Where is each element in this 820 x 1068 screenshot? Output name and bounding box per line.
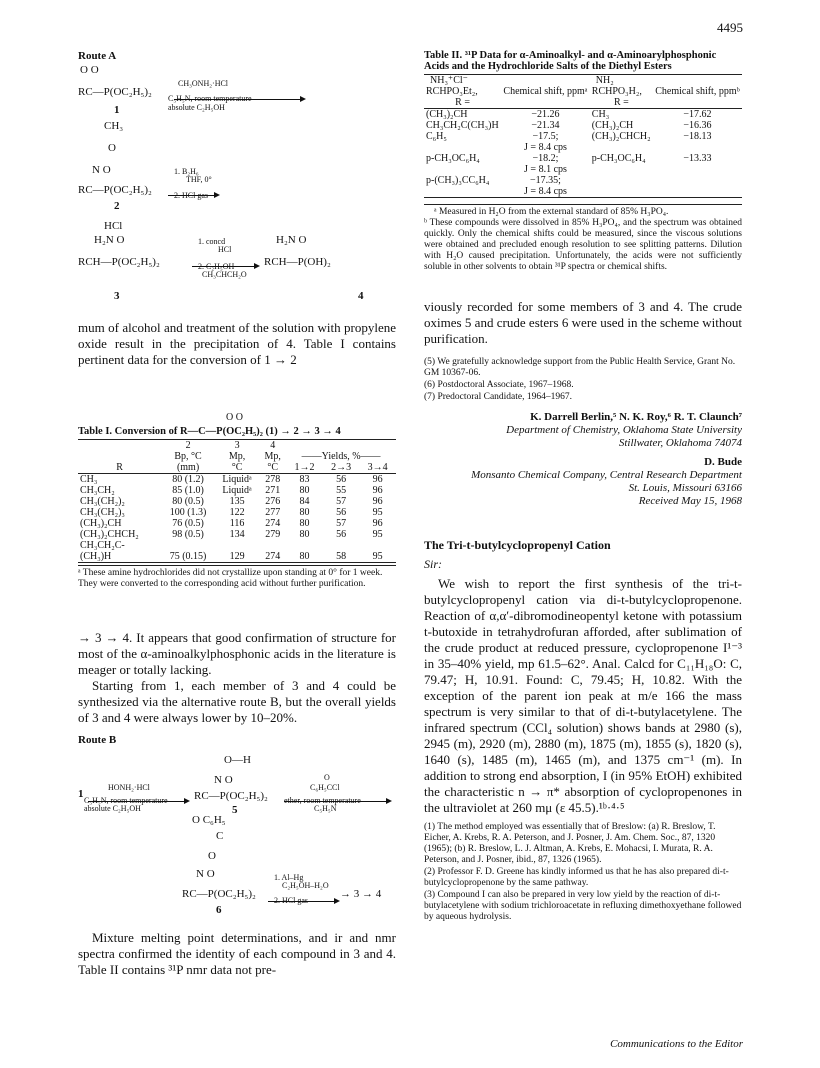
route-a-compound-2-ch3: CH₃ [104, 120, 124, 133]
table-1-cell: 95 [372, 529, 383, 541]
table-1-cell: 96 [372, 485, 383, 497]
table-1-cell: (CH₃)H [80, 551, 112, 563]
route-b-label-5: 5 [232, 804, 238, 817]
table-1-cell [215, 540, 259, 551]
route-b-reagent-5-bottom2: C₅H₅N [314, 804, 337, 814]
route-a-compound-3: RCH—P(OC₂H₅)₂ [78, 256, 160, 269]
table-2-cell: −18.2; [532, 153, 559, 164]
route-b-compound-5: RC—P(OC₂H₅)₂ [194, 790, 268, 803]
route-a-reagent-2-1: 1. B₂H₆ [174, 167, 199, 177]
table-2-cell: −21.34 [531, 120, 560, 131]
route-b-compound-6-o: O [208, 850, 216, 863]
table-1-cell: 56 [336, 507, 347, 519]
t1-h-bp: Bp, °C [174, 451, 202, 463]
reference-item: (6) Postdoctoral Associate, 1967–1968. [424, 380, 574, 390]
table-1-cell: 58 [336, 551, 347, 563]
route-a-title: Route A [78, 50, 117, 62]
article-2-body-block [424, 576, 742, 816]
table-2-footnotes [424, 204, 742, 273]
table-1-cell: 98 (0.5) [172, 529, 204, 541]
table-2-grid [424, 74, 742, 198]
route-b-label-1: 1 [78, 788, 84, 801]
table-1-cell: 75 (0.15) [169, 551, 207, 563]
page-footer: Communications to the Editor [610, 1038, 743, 1050]
table-1-cell [359, 540, 396, 551]
t1-h-3: 3 [234, 440, 240, 452]
table-1-cell: 80 [299, 507, 310, 519]
article-2-refs [424, 822, 742, 923]
route-b-reagent-1-bottom2: absolute C₂H₅OH [84, 804, 141, 814]
t1-h-y2: 2→3 [331, 462, 352, 474]
t1-h-2: 2 [185, 440, 191, 452]
table-1-footnote: ᵃ These amine hydrochlorides did not crystallize upon standing at 0° for 1 week. They were converted to the corresponding acid without further purification. [78, 565, 396, 590]
table-1-cell: 80 (1.2) [172, 474, 204, 486]
t1-h-y1: 1→2 [294, 462, 315, 474]
table-1-cell: 271 [265, 485, 281, 497]
table-2-cell: p-CH₃OC₆H₄ [591, 153, 646, 164]
table-1-cell: 57 [336, 518, 347, 530]
left-paragraph-2: → 3 → 4. It appears that good confirmation of structure for most of the α-aminoalkylphosphonic acids in the literature is meager or totally lacking. [78, 630, 396, 678]
table-1-cell: 85 (1.0) [172, 485, 204, 497]
table-1-cell: (CH₃)₂CH [80, 518, 122, 530]
table-2-cell [653, 175, 742, 186]
authors-2-received: Received May 15, 1968 [638, 495, 742, 507]
route-a-scheme [78, 50, 396, 314]
table-1-row [78, 529, 396, 540]
table-1-row [78, 474, 396, 486]
left-paragraph-1: mum of alcohol and treatment of the solution with propylene oxide result in the precipitation of 4. Table I contains pertinent data for the conversion of 1 → 2 [78, 320, 396, 368]
t1-h-mp2: Mp, [264, 451, 281, 463]
table-1-cell: 135 [229, 496, 245, 508]
route-b-reagent-6-2: 2. HCl gas [274, 896, 308, 906]
route-b-label-6: 6 [216, 904, 222, 917]
table-1-cell: 96 [372, 518, 383, 530]
authors-1-aff1: Department of Chemistry, Oklahoma State University [506, 424, 742, 436]
authors-1-aff2: Stillwater, Oklahoma 74074 [618, 437, 742, 449]
route-b-oh: O—H [224, 754, 251, 767]
left-paragraph-4: Mixture melting point determinations, and ir and nmr spectra confirmed the identity of each compound in 3 and 4. Table II contains ³¹P nmr data not pre- [78, 930, 396, 978]
table-1-cell: 83 [299, 474, 310, 486]
table-2-cell [653, 186, 742, 198]
table-1-cell: CH₃(CH₂)₂ [80, 496, 125, 508]
table-1-cell: 80 [299, 529, 310, 541]
route-a-label-4: 4 [358, 290, 364, 303]
table-2-cell: −18.13 [683, 131, 712, 142]
table-2-row [424, 164, 742, 175]
table-1-row [78, 551, 396, 563]
table-1-row [78, 485, 396, 496]
left-text-1 [78, 320, 396, 368]
t1-h-yields: ——Yields, %—— [301, 451, 381, 463]
route-a-reagent-3-2: 2. C₂H₅OH [198, 262, 235, 272]
table-2-cell: p-(CH₃)₃CC₆H₄ [426, 175, 490, 186]
route-a-reagent-3-2b: CH₃CHCH₂O [202, 270, 247, 280]
table-1-cell: 56 [336, 474, 347, 486]
t2-h-col2: Chemical shift, ppmᵃ [503, 86, 588, 97]
table-2-cell [590, 175, 653, 186]
table-2-cell: −17.62 [683, 109, 712, 120]
route-a-label-3: 3 [114, 290, 120, 303]
route-b-reagent-6-1b: C₂H₅OH–H₂O [282, 881, 329, 891]
route-b-compound-6-no: N O [196, 868, 215, 881]
table-1-title: Table I. Conversion of R—C—P(OC₂H₅)₂ (1) → 2 → 3 → 4 [78, 426, 341, 438]
t2-h-col1b: RCHPO₃Et₂, [426, 86, 478, 97]
t1-h-c2: °C [267, 462, 279, 474]
table-1-cell: 56 [336, 529, 347, 541]
authors-block-2 [424, 456, 742, 508]
table-1-cell: 80 [299, 485, 310, 497]
table-2-cell: (CH₃)₂CH [591, 120, 634, 131]
route-a-reagent-2-2: 2. HCl gas [174, 191, 208, 201]
t2-h-col3b: RCHPO₃H₂, [591, 86, 642, 97]
route-b-reagent-1-bottom: C₅H₅N, room temperature [84, 796, 168, 806]
route-a-compound-4: RCH—P(OH)₂ [264, 256, 331, 269]
table-1-cell: Liquidᵃ [222, 474, 252, 486]
route-a-compound-2-no: N O [92, 164, 111, 177]
authors-2-aff2: St. Louis, Missouri 63166 [628, 482, 742, 494]
route-a-compound-4-top: H₂N O [276, 234, 307, 247]
table-1-row [78, 507, 396, 518]
route-a-reagent-3-1b: HCl [218, 245, 232, 255]
table-2-cell: −13.33 [683, 153, 712, 164]
route-a-reagent-1-top: CH₃ONH₂·HCl [178, 79, 229, 89]
table-2-cell [653, 164, 742, 175]
table-2-cell: (CH₃)₂CH [426, 109, 468, 120]
table-2-row [424, 131, 742, 142]
route-b-reagent-5-top: C₆H₅CCl [310, 783, 340, 793]
route-b-reagent-5-top-o: O [324, 773, 330, 783]
table-1-cell: 80 [299, 518, 310, 530]
table-1-cell: 80 (0.5) [172, 496, 204, 508]
table-1-row [78, 540, 396, 551]
table-2-footnote-a: ᵃ Measured in H₂O from the external standard of 85% H₃PO₄. [434, 207, 669, 217]
table-2-footnote-b: ᵇ These compounds were dissolved in 85% H₃PO₄, and the spectrum was obtained quickly. Only the chemical shifts could be measured, since the viscous solutions were obtained and precluded enough resolution to see splitting patterns. Dilution with H₂O caused precipitation. Unfortunately, the acids were not sufficiently soluble in other solvents to obtain ³¹P spectra or chemical shifts. [424, 218, 742, 272]
table-1-cell: 274 [265, 518, 281, 530]
table-2-cell [424, 142, 501, 153]
table-1-cell: 57 [336, 496, 347, 508]
route-b-reagent-5-bottom: ether, room temperature [284, 796, 361, 806]
table-1-cell: 100 (1.3) [169, 507, 207, 519]
right-paragraph-1: viously recorded for some members of 3 and 4. The crude oximes 5 and crude esters 6 were used in the scheme without purification. [424, 299, 742, 346]
table-2-cell [590, 142, 653, 153]
reference-item: (1) The method employed was essentially that of Breslow: (a) R. Breslow, T. Eicher, A. Krebs, R. A. Peterson, and J. Posner, J. Am. Chem. Soc., 87, 1320 (1965); (b) R. Breslow, L. J. Altman, A. Krebs, E. Mohacsi, I. Murata, R. A. Peterson, and J. Posner, ibid., 87, 1326 (1965). [424, 822, 716, 865]
authors-1-names: K. Darrell Berlin,⁵ N. K. Roy,⁶ R. T. Claunch⁷ [530, 411, 742, 423]
table-2-cell: CH₃CH₂C(CH₃)H [426, 120, 499, 131]
t1-h-c1: °C [231, 462, 243, 474]
route-a-reagent-2-1b: THF, 0° [186, 175, 212, 185]
reference-item: (5) We gratefully acknowledge support from the Public Health Service, Grant No. GM 10367-06. [424, 357, 736, 378]
left-paragraph-3: Starting from 1, each member of 3 and 4 could be synthesized via the alternative route B, but the overall yields of 3 and 4 were always lower by 10–20%. [78, 678, 396, 726]
table-2-cell [590, 186, 653, 198]
route-b-reagent-6-1: 1. Al–Hg [274, 873, 304, 883]
reference-item: (7) Predoctoral Candidate, 1964–1967. [424, 392, 573, 402]
reference-item: (3) Compound I can also be prepared in very low yield by the reaction of di-t-butylacetylene with sodium trichloroacetate in refluxing dimethoxyethane followed by aqueous hydrolysis. [424, 890, 742, 922]
route-b-compound-6-c: C [216, 830, 224, 843]
table-2-cell [424, 186, 501, 198]
table-1-cell [323, 540, 360, 551]
table-1-cell: 96 [372, 496, 383, 508]
t1-h-mp1: Mp, [228, 451, 246, 463]
table-1-cell: 274 [265, 551, 281, 563]
table-2-cell: −17.5; [532, 131, 559, 142]
table-1-cell: 279 [265, 529, 281, 541]
table-2-row [424, 175, 742, 186]
table-2-cell: C₆H₅ [426, 131, 447, 142]
route-b-reagent-1-top: HONH₂·HCl [108, 783, 150, 793]
table-2-cell: J = 8.1 cps [524, 164, 567, 175]
table-1-cell [259, 540, 286, 551]
refs-top [424, 357, 742, 403]
table-2-cell: −17.35; [530, 175, 561, 186]
table-2-row [424, 186, 742, 198]
route-b-title: Route B [78, 734, 117, 747]
t2-h-col1a: NH₃⁺Cl⁻ [430, 75, 468, 86]
route-b-no: N O [214, 774, 233, 787]
table-1-struct-top: O O [226, 412, 243, 424]
table-2-cell: CH₃ [591, 109, 610, 120]
page-number: 4495 [717, 20, 743, 35]
route-a-label-2: 2 [114, 200, 120, 213]
left-text-2-block [78, 630, 396, 726]
route-a-compound-2-o: O [108, 142, 116, 155]
route-b-compound-6-oc: O C₆H₅ [192, 814, 226, 827]
table-1-cell: CH₃CH₂C- [80, 540, 125, 552]
table-1-cell: 122 [229, 507, 245, 519]
table-1-cell: (CH₃)₂CHCH₂ [80, 529, 139, 541]
table-2-row [424, 120, 742, 131]
table-1-cell [161, 540, 215, 551]
t2-h-col3c: R = [613, 97, 629, 108]
table-2-cell [590, 164, 653, 175]
route-a-compound-1: RC—P(OC₂H₅)₂ [78, 86, 152, 99]
route-a-label-1: 1 [114, 104, 120, 117]
article-2-title: The Tri-t-butylcyclopropenyl Cation [424, 538, 611, 552]
table-1-cell: CH₃ [80, 474, 98, 486]
table-1-cell: CH₃CH₂ [80, 485, 115, 497]
authors-2-aff1: Monsanto Chemical Company, Central Research Department [471, 469, 742, 481]
route-b-product: → 3 → 4 [340, 888, 382, 901]
table-2-cell: J = 8.4 cps [524, 186, 567, 197]
table-2-cell [653, 142, 742, 153]
table-2-cell [424, 164, 501, 175]
route-a-compound-3-top: H₂N O [94, 234, 125, 247]
right-column [424, 50, 742, 924]
t1-h-4: 4 [270, 440, 276, 452]
route-a-reagent-3-1: 1. concd [198, 237, 226, 247]
table-2-cell: −21.26 [531, 109, 560, 120]
route-b-scheme [78, 734, 396, 924]
t1-h-r: R [116, 462, 123, 474]
t1-h-y3: 3→4 [367, 462, 388, 474]
authors-2-names: D. Bude [704, 456, 742, 468]
table-1-cell: 277 [265, 507, 281, 519]
table-2-cell: (CH₃)₂CHCH₂ [591, 131, 651, 142]
route-b-compound-6: RC—P(OC₂H₅)₂ [182, 888, 256, 901]
table-1-cell: 76 (0.5) [172, 518, 204, 530]
t2-h-col3a: NH₂ [595, 75, 614, 86]
route-a-compound-2: RC—P(OC₂H₅)₂ [78, 184, 152, 197]
table-1 [78, 412, 396, 590]
left-column [78, 50, 396, 978]
table-1-cell [286, 540, 323, 551]
table-1-cell: 55 [336, 485, 347, 497]
t2-h-col4: Chemical shift, ppmᵇ [655, 86, 740, 97]
table-1-row [78, 518, 396, 529]
table-2-cell: p-CH₃OC₆H₄ [426, 153, 480, 164]
table-2-cell: J = 8.4 cps [524, 142, 567, 153]
right-text-1-block [424, 299, 742, 347]
table-1-row [78, 496, 396, 507]
table-2-row [424, 142, 742, 153]
table-1-cell: 116 [229, 518, 245, 530]
table-1-cell: 96 [372, 474, 383, 486]
table-2-row [424, 109, 742, 121]
table-1-cell: 95 [372, 551, 383, 563]
route-a-top-oo: O O [80, 64, 99, 77]
route-a-reagent-1-bottom2: absolute C₂H₅OH [168, 103, 225, 113]
table-1-cell: 134 [229, 529, 245, 541]
table-1-cell: 276 [265, 496, 281, 508]
table-1-cell: 84 [299, 496, 310, 508]
article-2-body: We wish to report the first synthesis of the tri-t-butylcyclopropenyl cation via di-t-butylcyclopropenone. Reaction of α,α′-dibromodineopentyl ketone with potassium t-butoxide in tetrahydrofuran afforded, after sublimation of the crude product at reduced pressure, cyclopropenone I¹⁻³ in 35–40% yield, mp 61.5–62°. Anal. Calcd for C₁₁H₁₈O: C, 79.47; H, 10.91. Found: C, 79.45; H, 10.82. With the exception of the parent ion peak at m/e 166 the mass spectrum is very similar to that of di-t-butylacetylene. The infrared spectrum (CCl₄ solution) shows bands at 2980 (s), 2945 (m), 2920 (m), 2880 (m), 1875 (m), 1855 (s), 1820 (s), 1640 (s), 1485 (m), 1465 (m), and 1375 cm⁻¹ (m). In addition to strong end absorption, I (in 95% EtOH) exhibited the characteristic n → π* absorption of cyclopropenones in the ultraviolet at 260 mμ (ε 45.5).¹ᵇ·⁴·⁵ [424, 576, 742, 815]
table-2-row [424, 153, 742, 164]
table-1-cell: 129 [229, 551, 245, 563]
t1-h-mm: (mm) [176, 462, 200, 474]
table-2-title: Table II. ³¹P Data for α-Aminoalkyl- and α-Aminoarylphosphonic Acids and the Hydrochloride Salts of the Diethyl Esters [424, 50, 717, 72]
left-text-4-block [78, 930, 396, 978]
route-a-compound-3-hcl: HCl [104, 220, 123, 233]
route-a-reagent-1-bottom: C₅H₅N, room temperature [168, 94, 252, 104]
article-2-sir: Sir: [424, 557, 442, 571]
table-1-grid [78, 439, 396, 563]
reference-item: (2) Professor F. D. Greene has kindly informed us that he has also prepared di-t-butylcyclopropenone by the same pathway. [424, 867, 729, 888]
table-1-cell: CH₃(CH₂)₃ [80, 507, 125, 519]
authors-block-1 [424, 411, 742, 450]
table-1-cell: 278 [265, 474, 281, 486]
table-1-cell: 95 [372, 507, 383, 519]
table-2-cell: −16.36 [683, 120, 712, 131]
table-1-cell: Liquidᵃ [222, 485, 252, 497]
t2-h-col1c: R = [455, 97, 470, 108]
table-1-cell: 80 [299, 551, 310, 563]
